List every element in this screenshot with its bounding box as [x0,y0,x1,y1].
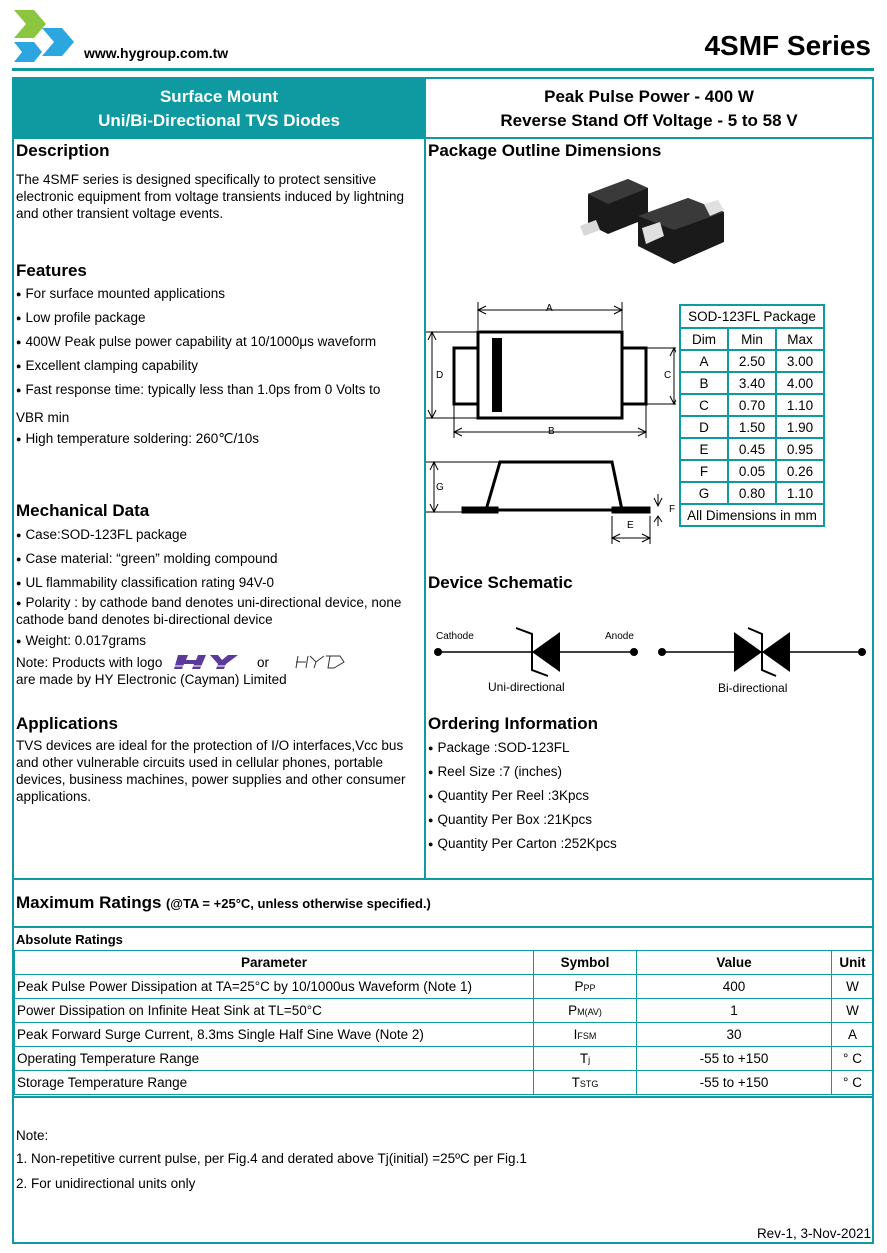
dimension-table-title: SOD-123FL Package [680,305,824,328]
banner-left-line1: Surface Mount [159,87,279,106]
banner-left-line2: Uni/Bi-Directional TVS Diodes [98,111,340,130]
polarity-continuation: cathode band denotes bi-directional device [16,612,273,627]
package-title: Package Outline Dimensions [428,141,662,160]
table-row [15,975,874,999]
logo-note-a: Note: Products with logo [16,655,163,670]
mechanical-item: ● UL flammability classification rating 94V-0 [16,575,274,590]
hy-outline-logo-icon [294,654,346,670]
dim-label-b: B [548,426,555,437]
ratings-header-value: Value [637,951,832,975]
dim-label-a: A [546,303,553,314]
ratings-table [14,950,874,1095]
revision-text: Rev-1, 3-Nov-2021 [756,1226,871,1241]
bi-directional-diode-symbol [656,624,868,680]
rating-parameter: Power Dissipation on Infinite Heat Sink at TL=50°C [15,999,534,1023]
applications-title: Applications [16,714,119,733]
dim-cell: 1.10 [776,394,824,416]
ratings-header-parameter: Parameter [15,951,534,975]
notes-title: Note: [16,1128,49,1143]
note-item: 2. For unidirectional units only [16,1176,196,1191]
ordering-item: ● Quantity Per Carton :252Kpcs [428,836,617,851]
feature-item: ● 400W Peak pulse power capability at 10/1000μs waveform [16,334,376,349]
rating-value: 400 [637,975,832,999]
anode-label: Anode [605,631,634,642]
dim-header: Dim [680,328,728,350]
dim-cell: 1.50 [728,416,776,438]
dim-cell: A [680,350,728,372]
ordering-item: ● Reel Size :7 (inches) [428,764,562,779]
hy-logo-icon [172,654,244,670]
dim-cell: E [680,438,728,460]
rating-symbol: PPP [534,975,637,999]
dim-cell: 2.50 [728,350,776,372]
banner-right-line2: Reverse Stand Off Voltage - 5 to 58 V [500,111,798,130]
feature-item: ● High temperature soldering: 260℃/10s [16,431,259,447]
rating-symbol: TSTG [534,1071,637,1095]
dim-header: Max [776,328,824,350]
feature-continuation: VBR min [16,410,70,425]
table-row [15,1071,874,1095]
banner-right [426,79,872,137]
dim-cell: G [680,482,728,504]
banner-right-line1: Peak Pulse Power - 400 W [544,87,754,106]
ordering-item: ● Quantity Per Reel :3Kpcs [428,788,589,803]
rating-unit: W [832,975,874,999]
banner-bottom-rule [12,137,874,139]
mechanical-item: ● Polarity : by cathode band denotes uni-directional device, none [16,595,401,610]
rating-value: -55 to +150 [637,1047,832,1071]
dim-cell: C [680,394,728,416]
feature-item: ● Low profile package [16,310,146,325]
mechanical-item: ● Case:SOD-123FL package [16,527,187,542]
feature-item: ● Excellent clamping capability [16,358,198,373]
rating-unit: ° C [832,1071,874,1095]
mechanical-item: ● Case material: “green” molding compound [16,551,278,566]
ratings-condition: (@TA = +25°C, unless otherwise specified.) [165,896,431,911]
ratings-title-text: Maximum Ratings [16,893,162,912]
ratings-header-unit: Unit [832,951,874,975]
banner-left [14,79,424,137]
table-row [15,1023,874,1047]
ratings-top-rule [12,878,874,880]
dim-cell: 0.80 [728,482,776,504]
rating-unit: A [832,1023,874,1047]
dim-label-f: F [669,504,676,515]
table-row [15,1047,874,1071]
dim-cell: D [680,416,728,438]
dim-cell: 0.05 [728,460,776,482]
package-dimension-drawing [426,296,676,550]
rating-symbol: Tj [534,1047,637,1071]
dim-label-d: D [436,370,444,381]
dim-header: Min [728,328,776,350]
logo-note-or: or [257,655,270,670]
ratings-rule [12,926,874,928]
dim-cell: 3.00 [776,350,824,372]
dim-cell: F [680,460,728,482]
ordering-title: Ordering Information [428,714,598,733]
rating-parameter: Operating Temperature Range [15,1047,534,1071]
dimension-table [679,304,825,527]
rating-parameter: Peak Forward Surge Current, 8.3ms Single Half Sine Wave (Note 2) [15,1023,534,1047]
dim-cell: 1.90 [776,416,824,438]
dim-cell: 4.00 [776,372,824,394]
description-text: The 4SMF series is designed specifically to protect sensitive electronic equipment from voltage transients induced by lightning and other transient voltage events. [16,172,404,221]
ratings-title [16,893,431,913]
cathode-label: Cathode [436,631,474,642]
rating-value: -55 to +150 [637,1071,832,1095]
rating-symbol: IFSM [534,1023,637,1047]
applications-text: TVS devices are ideal for the protection of I/O interfaces,Vcc bus and other vulnerable circuits used in cellular phones, portable devices, business machines, power supplies and other consumer applications. [16,738,406,804]
schematic-title: Device Schematic [428,573,573,592]
mechanical-title: Mechanical Data [16,501,150,520]
absolute-ratings-label: Absolute Ratings [16,932,123,947]
rating-unit: W [832,999,874,1023]
feature-item: ● Fast response time: typically less than 1.0ps from 0 Volts to [16,382,380,397]
dim-label-g: G [436,482,444,493]
dim-cell: 3.40 [728,372,776,394]
ordering-item: ● Package :SOD-123FL [428,740,570,755]
dim-label-c: C [664,370,672,381]
uni-directional-label: Uni-directional [488,680,565,694]
features-title: Features [16,261,87,280]
rating-parameter: Storage Temperature Range [15,1071,534,1095]
dim-label-e: E [627,520,634,531]
ratings-header-symbol: Symbol [534,951,637,975]
rating-unit: ° C [832,1047,874,1071]
company-logo [12,8,76,66]
website-url: www.hygroup.com.tw [84,45,229,61]
mechanical-item: ● Weight: 0.017grams [16,633,146,648]
series-title: 4SMF Series [704,30,871,61]
rating-symbol: PM(AV) [534,999,637,1023]
rating-value: 30 [637,1023,832,1047]
dim-cell: 0.26 [776,460,824,482]
dim-cell: 1.10 [776,482,824,504]
rating-parameter: Peak Pulse Power Dissipation at TA=25°C by 10/1000us Waveform (Note 1) [15,975,534,999]
notes-rule [12,1096,874,1098]
dim-cell: 0.45 [728,438,776,460]
header-rule [12,68,874,71]
logo-note-b: are made by HY Electronic (Cayman) Limited [16,672,287,687]
feature-item: ● For surface mounted applications [16,286,225,301]
rating-value: 1 [637,999,832,1023]
dim-cell: B [680,372,728,394]
dimension-table-footer: All Dimensions in mm [680,504,824,526]
note-item: 1. Non-repetitive current pulse, per Fig.4 and derated above Tj(initial) =25ºC per Fig.1 [16,1151,527,1166]
dim-cell: 0.70 [728,394,776,416]
uni-directional-diode-symbol [432,624,642,680]
package-3d-image [578,174,738,270]
bi-directional-label: Bi-directional [718,681,788,695]
ordering-item: ● Quantity Per Box :21Kpcs [428,812,592,827]
description-title: Description [16,141,110,160]
table-row [15,999,874,1023]
dim-cell: 0.95 [776,438,824,460]
